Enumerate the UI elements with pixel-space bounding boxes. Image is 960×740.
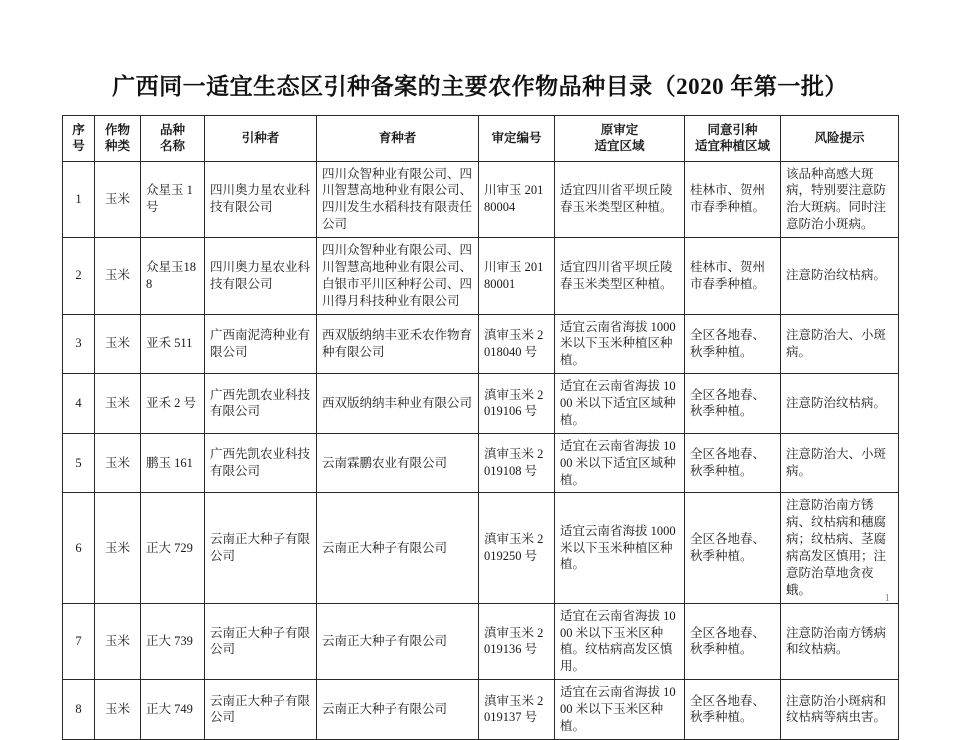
column-header-original-region-line2: 适宜区域 bbox=[594, 139, 645, 154]
cell-approval-no: 滇审玉米 2019250 号 bbox=[479, 493, 555, 603]
cell-introducer: 云南正大种子有限公司 bbox=[205, 680, 317, 740]
table-body bbox=[63, 161, 899, 739]
cell-introducer: 云南正大种子有限公司 bbox=[205, 493, 317, 603]
cell-crop-kind: 玉米 bbox=[95, 161, 141, 238]
cell-original-region: 适宜在云南省海拔 1000 米以下适宜区域种植。 bbox=[555, 433, 685, 493]
column-header-crop-kind-line2: 种类 bbox=[104, 139, 130, 154]
cell-introducer: 广西先凯农业科技有限公司 bbox=[205, 433, 317, 493]
cell-original-region: 适宜云南省海拔 1000 米以下玉米种植区种植。 bbox=[555, 493, 685, 603]
cell-allowed-region: 全区各地春、秋季种植。 bbox=[685, 314, 781, 374]
cell-breeder: 云南霖鹏农业有限公司 bbox=[317, 433, 479, 493]
cell-breeder: 云南正大种子有限公司 bbox=[317, 603, 479, 680]
cell-allowed-region: 桂林市、贺州市春季种植。 bbox=[685, 161, 781, 238]
cell-variety-name: 正大 739 bbox=[141, 603, 205, 680]
cell-breeder: 西双版纳纳丰亚禾农作物育种有限公司 bbox=[317, 314, 479, 374]
cell-approval-no: 滇审玉米 2019137 号 bbox=[479, 680, 555, 740]
column-header-crop-kind bbox=[95, 116, 141, 162]
table-row bbox=[63, 314, 899, 374]
cell-risk: 注意防治纹枯病。 bbox=[781, 238, 899, 315]
cell-variety-name: 亚禾 2 号 bbox=[141, 374, 205, 434]
table-row bbox=[63, 374, 899, 434]
column-header-risk: 风险提示 bbox=[781, 116, 899, 162]
cell-allowed-region: 全区各地春、秋季种植。 bbox=[685, 680, 781, 740]
column-header-index bbox=[63, 116, 95, 162]
cell-index: 1 bbox=[63, 161, 95, 238]
catalog-table-container bbox=[0, 115, 960, 740]
cell-introducer: 四川奥力星农业科技有限公司 bbox=[205, 161, 317, 238]
cell-breeder: 西双版纳纳丰种业有限公司 bbox=[317, 374, 479, 434]
column-header-variety-name-line1: 品种 bbox=[159, 123, 185, 137]
column-header-original-region bbox=[555, 116, 685, 162]
column-header-approval-no: 审定编号 bbox=[479, 116, 555, 162]
cell-index: 7 bbox=[63, 603, 95, 680]
cell-approval-no: 滇审玉米 2018040 号 bbox=[479, 314, 555, 374]
cell-allowed-region: 桂林市、贺州市春季种植。 bbox=[685, 238, 781, 315]
cell-index: 3 bbox=[63, 314, 95, 374]
table-header bbox=[63, 116, 899, 162]
cell-introducer: 广西先凯农业科技有限公司 bbox=[205, 374, 317, 434]
cell-approval-no: 滇审玉米 2019136 号 bbox=[479, 603, 555, 680]
cell-breeder: 云南正大种子有限公司 bbox=[317, 680, 479, 740]
page-title: 广西同一适宜生态区引种备案的主要农作物品种目录（2020 年第一批） bbox=[112, 74, 848, 99]
column-header-variety-name bbox=[141, 116, 205, 162]
table-header-row bbox=[63, 116, 899, 162]
cell-introducer: 广西南泥湾种业有限公司 bbox=[205, 314, 317, 374]
table-row bbox=[63, 680, 899, 740]
column-header-original-region-line1: 原审定 bbox=[600, 123, 639, 137]
cell-allowed-region: 全区各地春、秋季种植。 bbox=[685, 603, 781, 680]
column-header-crop-kind-line1: 作物 bbox=[104, 123, 130, 137]
cell-crop-kind: 玉米 bbox=[95, 374, 141, 434]
table-row bbox=[63, 603, 899, 680]
cell-variety-name: 正大 729 bbox=[141, 493, 205, 603]
column-header-index-line2: 号 bbox=[72, 139, 85, 154]
cell-allowed-region: 全区各地春、秋季种植。 bbox=[685, 374, 781, 434]
cell-variety-name: 亚禾 511 bbox=[141, 314, 205, 374]
column-header-introducer: 引种者 bbox=[205, 116, 317, 162]
column-header-allowed-region-line1: 同意引种 bbox=[707, 123, 758, 137]
cell-variety-name: 众星玉 1 号 bbox=[141, 161, 205, 238]
table-row bbox=[63, 238, 899, 315]
cell-index: 5 bbox=[63, 433, 95, 493]
cell-crop-kind: 玉米 bbox=[95, 433, 141, 493]
cell-original-region: 适宜在云南省海拔 1000 米以下适宜区域种植。 bbox=[555, 374, 685, 434]
cell-original-region: 适宜在云南省海拔 1000 米以下玉米区种植。 bbox=[555, 680, 685, 740]
cell-crop-kind: 玉米 bbox=[95, 603, 141, 680]
column-header-breeder: 育种者 bbox=[317, 116, 479, 162]
cell-allowed-region: 全区各地春、秋季种植。 bbox=[685, 493, 781, 603]
column-header-allowed-region-line2: 适宜种植区域 bbox=[694, 139, 770, 154]
variety-catalog-table bbox=[62, 115, 899, 740]
cell-variety-name: 众星玉188 bbox=[141, 238, 205, 315]
cell-original-region: 适宜四川省平坝丘陵春玉米类型区种植。 bbox=[555, 161, 685, 238]
cell-crop-kind: 玉米 bbox=[95, 680, 141, 740]
cell-original-region: 适宜在云南省海拔 1000 米以下玉米区种植。纹枯病高发区慎用。 bbox=[555, 603, 685, 680]
cell-approval-no: 滇审玉米 2019108 号 bbox=[479, 433, 555, 493]
cell-risk: 注意防治南方锈病和纹枯病。 bbox=[781, 603, 899, 680]
page-number: 1 bbox=[884, 592, 890, 604]
column-header-variety-name-line2: 名称 bbox=[159, 139, 185, 154]
cell-breeder: 四川众智种业有限公司、四川智慧高地种业有限公司、白银市平川区种籽公司、四川得月科技种业有限公司 bbox=[317, 238, 479, 315]
column-header-allowed-region bbox=[685, 116, 781, 162]
table-row bbox=[63, 433, 899, 493]
cell-index: 4 bbox=[63, 374, 95, 434]
cell-index: 2 bbox=[63, 238, 95, 315]
cell-approval-no: 川审玉 20180004 bbox=[479, 161, 555, 238]
cell-risk: 注意防治大、小斑病。 bbox=[781, 314, 899, 374]
cell-variety-name: 鹏玉 161 bbox=[141, 433, 205, 493]
table-row bbox=[63, 161, 899, 238]
cell-crop-kind: 玉米 bbox=[95, 493, 141, 603]
cell-breeder: 云南正大种子有限公司 bbox=[317, 493, 479, 603]
table-row bbox=[63, 493, 899, 603]
cell-breeder: 四川众智种业有限公司、四川智慧高地种业有限公司、四川发生水稻科技有限责任公司 bbox=[317, 161, 479, 238]
cell-risk: 注意防治纹枯病。 bbox=[781, 374, 899, 434]
cell-approval-no: 川审玉 20180001 bbox=[479, 238, 555, 315]
cell-original-region: 适宜四川省平坝丘陵春玉米类型区种植。 bbox=[555, 238, 685, 315]
cell-risk: 注意防治小斑病和纹枯病等病虫害。 bbox=[781, 680, 899, 740]
cell-introducer: 云南正大种子有限公司 bbox=[205, 603, 317, 680]
cell-crop-kind: 玉米 bbox=[95, 314, 141, 374]
cell-original-region: 适宜云南省海拔 1000 米以下玉米种植区种植。 bbox=[555, 314, 685, 374]
cell-index: 6 bbox=[63, 493, 95, 603]
cell-allowed-region: 全区各地春、秋季种植。 bbox=[685, 433, 781, 493]
cell-approval-no: 滇审玉米 2019106 号 bbox=[479, 374, 555, 434]
cell-risk: 该品种高感大斑病，特别要注意防治大斑病。同时注意防治小斑病。 bbox=[781, 161, 899, 238]
column-header-index-line1: 序 bbox=[72, 123, 85, 137]
cell-risk: 注意防治大、小斑病。 bbox=[781, 433, 899, 493]
cell-variety-name: 正大 749 bbox=[141, 680, 205, 740]
cell-risk: 注意防治南方锈病、纹枯病和穗腐病；纹枯病、茎腐病高发区慎用；注意防治草地贪夜蛾。 bbox=[781, 493, 899, 603]
cell-introducer: 四川奥力星农业科技有限公司 bbox=[205, 238, 317, 315]
cell-crop-kind: 玉米 bbox=[95, 238, 141, 315]
cell-index: 8 bbox=[63, 680, 95, 740]
